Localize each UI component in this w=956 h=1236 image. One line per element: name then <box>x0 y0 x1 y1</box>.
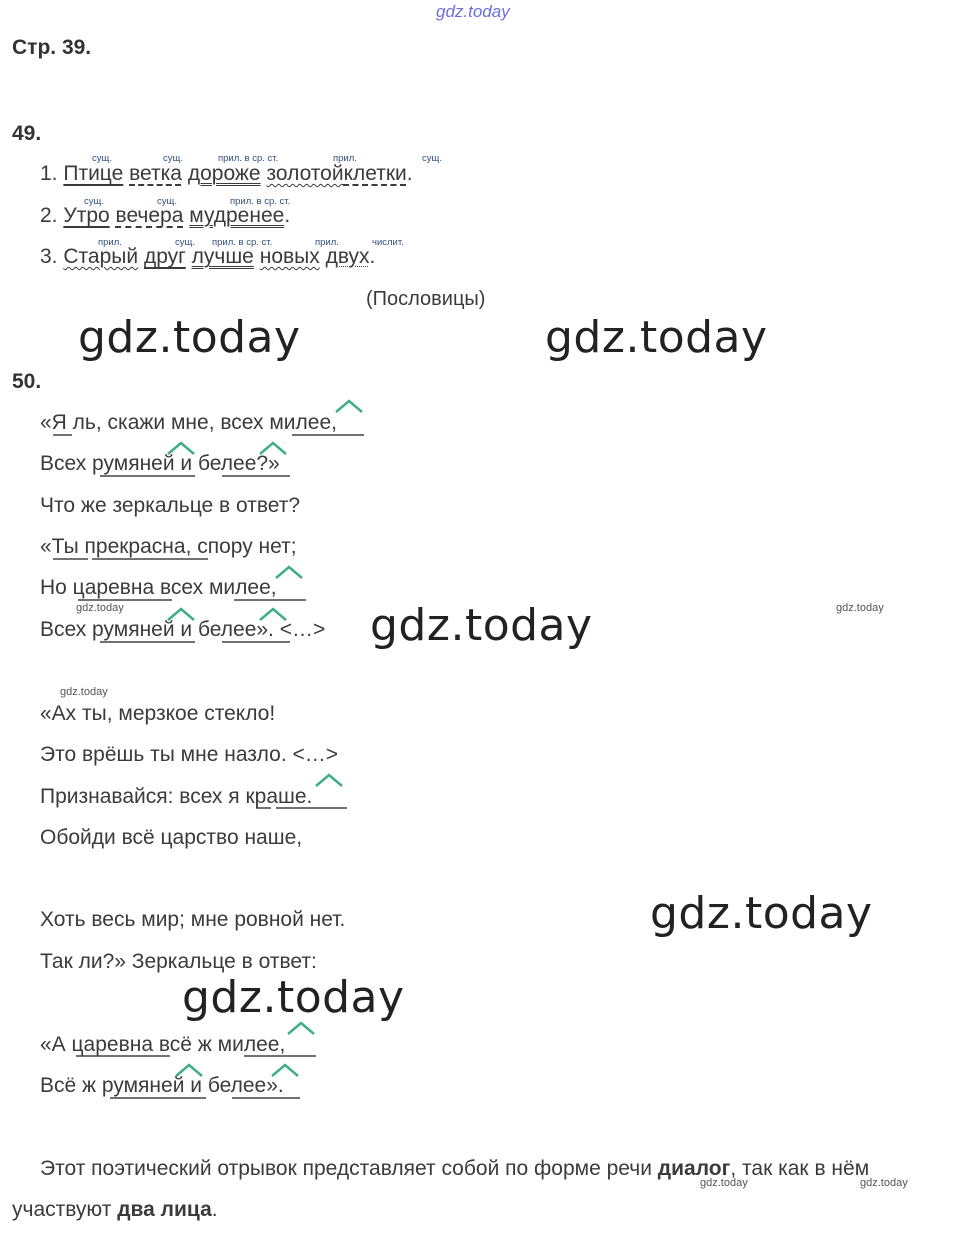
exercise-50-number: 50. <box>12 370 42 393</box>
punct: . <box>406 162 413 185</box>
word: ветка <box>129 162 182 185</box>
word: дороже <box>187 162 261 185</box>
verse-line: Всё ж румяней и белее». <box>40 1074 284 1097</box>
word: вечера <box>115 204 184 227</box>
word: Утро <box>63 204 110 227</box>
word: клетки <box>343 162 407 185</box>
watermark-small: gdz.today <box>60 686 108 698</box>
word: золотой <box>266 162 344 185</box>
watermark: gdz.today <box>370 600 593 651</box>
punct: . <box>284 204 291 227</box>
line-number: 2. <box>40 204 58 227</box>
annotation: прил. в ср. ст. <box>212 237 273 248</box>
annotation: прил. <box>333 153 357 164</box>
watermark: gdz.today <box>545 312 768 363</box>
verse-line: Что же зеркальце в ответ? <box>40 494 301 517</box>
word: лучше <box>191 245 254 268</box>
watermark: gdz.today <box>182 972 405 1023</box>
exercise-49-number: 49. <box>12 122 42 145</box>
annotation: сущ. <box>175 237 195 248</box>
word: новых <box>259 245 320 268</box>
punct: . <box>369 245 376 268</box>
conclusion-text: , так как в нём участвуют <box>12 1157 870 1221</box>
conclusion-text: . <box>211 1198 218 1221</box>
word: Птице <box>63 162 124 185</box>
verse-line: Так ли?» Зеркальце в ответ: <box>40 950 317 973</box>
verse-line: Хоть весь мир; мне ровной нет. <box>40 908 346 931</box>
word: Старый <box>63 245 139 268</box>
verse-line: Обойди всё царство наше, <box>40 826 303 849</box>
watermark-small: gdz.today <box>76 602 124 614</box>
proverb-source: (Пословицы) <box>366 288 486 310</box>
annotation: сущ. <box>163 153 183 164</box>
annotation: прил. в ср. ст. <box>230 196 291 207</box>
annotation: сущ. <box>92 153 112 164</box>
annotation: прил. в ср. ст. <box>218 153 279 164</box>
conclusion-paragraph <box>12 1148 942 1230</box>
verse-line: Признавайся: всех я краше. <box>40 785 313 808</box>
verse-line: Всех румяней и белее». <…> <box>40 618 326 641</box>
annotation: прил. <box>98 237 122 248</box>
conclusion-text: Этот поэтический отрывок представляет собой по форме речи <box>40 1157 658 1180</box>
verse-line: Это врёшь ты мне назло. <…> <box>40 743 339 766</box>
watermark-small: gdz.today <box>860 1177 908 1189</box>
page-label: Стр. 39. <box>12 36 92 59</box>
line-number: 3. <box>40 245 58 268</box>
conclusion-bold: диалог <box>657 1157 731 1180</box>
word: мудренее <box>189 204 285 227</box>
verse-line: «Ты прекрасна, спору нет; <box>40 535 297 558</box>
annotation: числит. <box>372 237 404 248</box>
word: двух <box>325 245 370 268</box>
line-number: 1. <box>40 162 58 185</box>
watermark: gdz.today <box>78 312 301 363</box>
watermark-top: gdz.today <box>436 2 510 21</box>
watermark-small: gdz.today <box>836 602 884 614</box>
verse-line: «А царевна всё ж милее, <box>40 1033 286 1056</box>
verse-line: «Я ль, скажи мне, всех милее, <box>40 411 337 434</box>
watermark-small: gdz.today <box>700 1177 748 1189</box>
word: друг <box>143 245 186 268</box>
verse-line: «Ах ты, мерзкое стекло! <box>40 702 276 725</box>
annotation: прил. <box>315 237 339 248</box>
annotation: сущ. <box>157 196 177 207</box>
annotation: сущ. <box>84 196 104 207</box>
verse-line: Всех румяней и белее?» <box>40 452 280 475</box>
watermark: gdz.today <box>650 888 873 939</box>
verse-line: Но царевна всех милее, <box>40 576 277 599</box>
conclusion-bold: два лица <box>117 1198 212 1221</box>
annotation: сущ. <box>422 153 442 164</box>
